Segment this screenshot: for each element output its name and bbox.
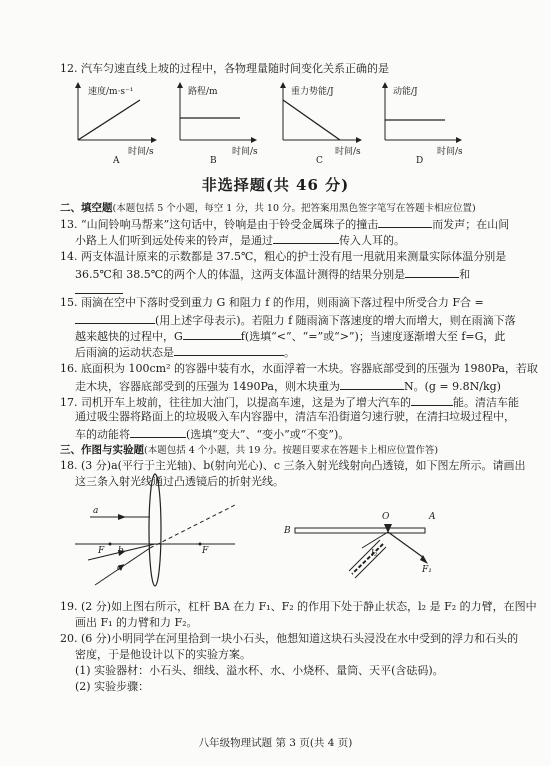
graph-a-option: A	[113, 156, 120, 166]
graph-c-ylabel: 重力势能/J	[291, 87, 334, 97]
l2-label: l₂	[371, 549, 378, 559]
q16-line2: 走木块，容器底部受到的压强为 1490Pa，则木块重为 N。(g = 9.8N/kg)	[75, 380, 501, 393]
q13-line1: 13. “山间铃响马帮来”这句话中，铃响是由于铃受金属珠子的撞击 而发声；在山间	[60, 218, 510, 231]
q12-stem: 12. 汽车匀速直线上坡的过程中，各物理量随时间变化关系正确的是	[60, 62, 389, 75]
graph-b-option: B	[210, 156, 217, 166]
q17-blank2	[130, 426, 186, 438]
section-title: 非选择题(共 46 分)	[201, 176, 350, 194]
point-b-label: B	[284, 526, 291, 536]
ray-a-label: a	[93, 506, 99, 516]
lever-bar	[295, 528, 425, 533]
lens-figure	[75, 474, 235, 586]
q13-blank2	[273, 232, 339, 244]
graph-d-option: D	[416, 156, 424, 166]
q20-line1: 20. (6 分)小明同学在河里拾到一块小石头，他想知道这块石头浸没在水中受到的浮力和石头的	[60, 632, 519, 645]
q17-blank1	[411, 394, 453, 406]
q20-line4: (2) 实验步骤：	[75, 680, 150, 693]
part3-heading: 三、作图与实验题(本题包括 4 个小题，共 19 分。按题目要求在答题卡上相应位置作答)	[60, 444, 439, 456]
graph-b-xlabel: 时间/s	[232, 147, 258, 157]
q19-line1: 19. (2 分)如上图右所示，杠杆 BA 在力 F₁、F₂ 的作用下处于静止状态，l₂ 是 F₂ 的力臂，在图中	[60, 600, 537, 613]
point-a-label: A	[429, 512, 436, 522]
force-f1	[388, 532, 424, 558]
q15-line2: (用上述字母表示)。若阻力 f 随雨滴下落速度的增大而增大，则在雨滴下落	[75, 312, 516, 328]
q15-line1: 15. 雨滴在空中下落时受到重力 G 和阻力 f 的作用，则雨滴下落过程中所受合力 F合 =	[60, 296, 484, 309]
graph-a-xlabel: 时间/s	[128, 147, 154, 157]
graph-d-ylabel: 动能/J	[393, 87, 418, 97]
q20-line2: 密度，于是他设计以下的实验方案。	[75, 648, 251, 661]
l2-arm	[352, 544, 383, 574]
q15-blank1	[75, 312, 155, 324]
graph-c-xlabel: 时间/s	[335, 147, 361, 157]
q14-line1: 14. 两支体温计原来的示数都是 37.5℃，粗心的护士没有甩一甩就用来测量实际体温分别是	[60, 250, 507, 263]
q17-line2: 通过吸尘器将路面上的垃圾吸入车内容器中，清洁车沿街道匀速行驶，在清扫垃圾过程中，	[75, 410, 515, 423]
focus-right-label: F	[202, 546, 209, 556]
dashed-line	[150, 505, 235, 548]
ray-c-label: c	[117, 563, 123, 573]
q17-line1: 17. 司机开车上坡前，往往加大油门，以提高车速，这是为了增大汽车的 能。清洁车能	[60, 396, 519, 409]
q16-line1: 16. 底面积为 100cm² 的容器中装有水，水面浮着一木块。容器底部受到的压强为 1980Pa，若取	[60, 362, 538, 375]
graph-c-option: C	[316, 156, 323, 166]
q16-blank1	[340, 378, 404, 390]
q18-line1: 18. (3 分)a(平行于主光轴)、b(射向光心)、c 三条入射光线射向凸透镜，如下图左所示。请画出	[60, 459, 526, 472]
q17-line3: 车的动能将 (选填“变大”、“变小”或“不变”)。	[75, 428, 350, 441]
q20-line3: (1) 实验器材：小石头、细线、溢水杯、水、小烧杯、量筒、天平(含砝码)。	[75, 664, 444, 677]
q14-blank1	[405, 266, 459, 278]
q13-line2: 小路上人们听到远处传来的铃声，是通过 传入人耳的。	[75, 234, 405, 247]
q15-line3: 越来越快的过程中，G f(选填“<”、“=”或“>”)；当速度逐渐增大至 f=G，此	[75, 330, 506, 343]
focus-left-label: F	[98, 546, 105, 556]
graph-d-xlabel: 时间/s	[437, 147, 463, 157]
convex-lens	[149, 474, 161, 586]
q15-line4: 后雨滴的运动状态是 。	[75, 346, 295, 359]
f1-label: F₁	[422, 565, 432, 575]
graph-c-line	[283, 100, 340, 140]
q19-line2: 画出 F₁ 的力臂和力 F₂。	[75, 616, 198, 629]
page-footer: 八年级物理试题 第 3 页(共 4 页)	[198, 737, 353, 749]
q18-line2: 这三条入射光线通过凸透镜后的折射光线。	[75, 475, 284, 488]
graph-a-ylabel: 速度/m·s⁻¹	[88, 87, 134, 97]
q15-blank3	[174, 344, 284, 356]
part2-heading: 二、填空题(本题包括 5 个小题，每空 1 分，共 10 分。把答案用黑色签字笔写在答题卡相应位置)	[60, 202, 476, 214]
q14-blank2	[75, 282, 123, 294]
q14-line2: 36.5℃和 38.5℃的两个人的体温，这两支体温计测得的结果分别是 和	[75, 268, 471, 281]
graph-a-line	[78, 100, 140, 140]
lever-figure	[295, 524, 428, 578]
q15-blank2	[183, 328, 241, 340]
ray-b-label: b	[118, 546, 124, 556]
point-o-label: O	[382, 512, 390, 522]
graph-b-ylabel: 路程/m	[188, 87, 218, 97]
q13-blank1	[378, 216, 432, 228]
